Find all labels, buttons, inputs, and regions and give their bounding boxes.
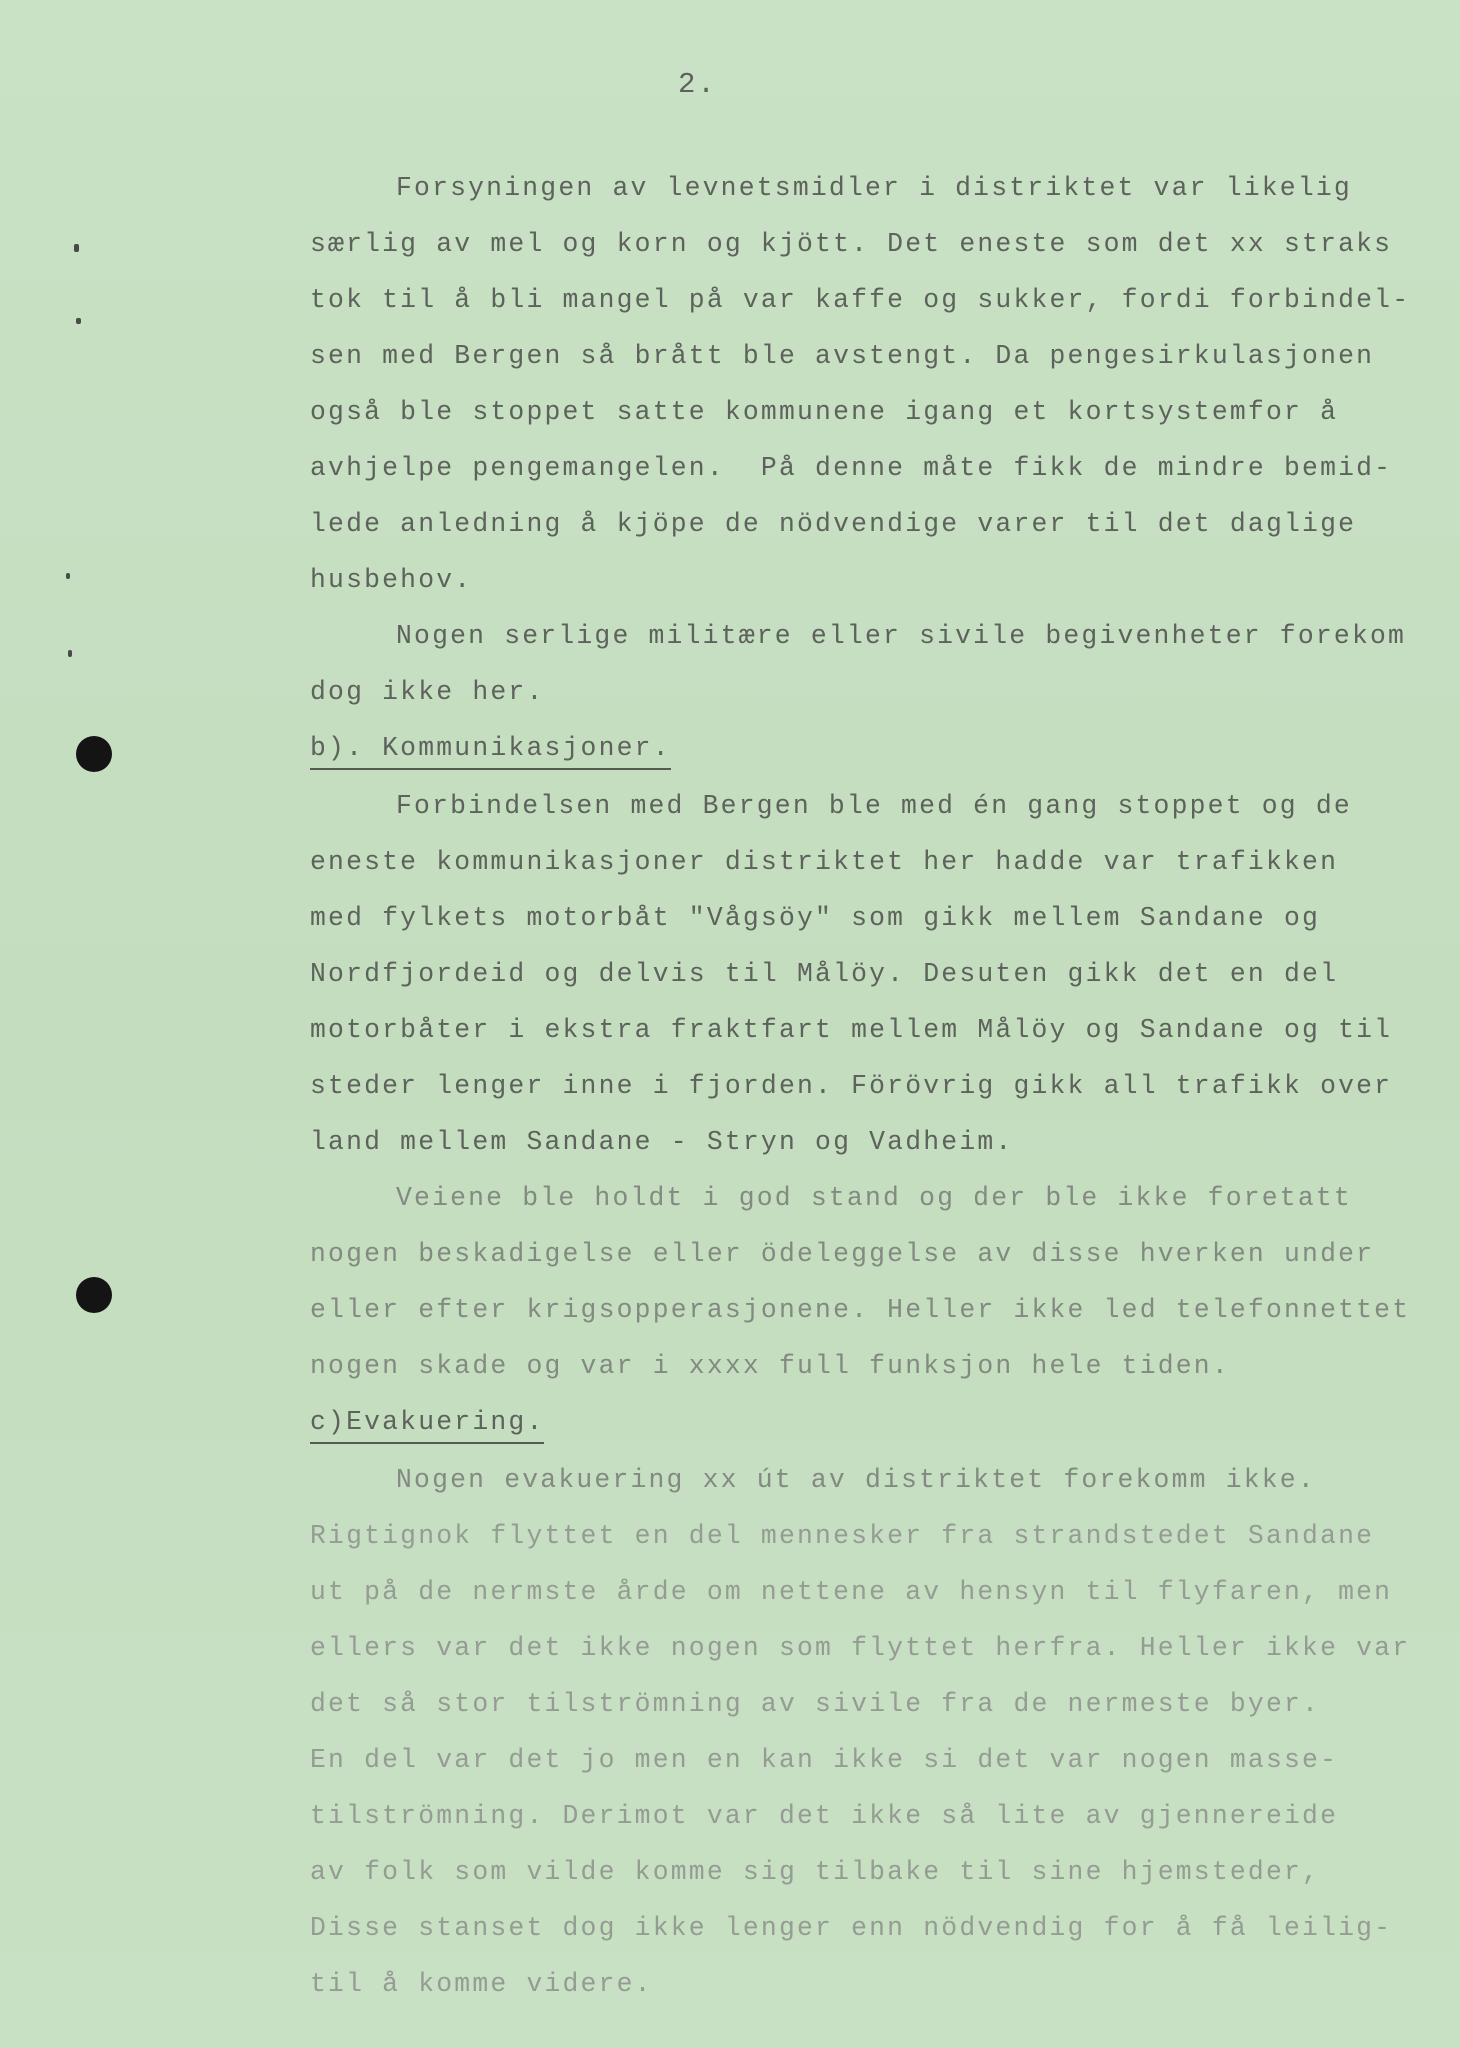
text-line: Nogen evakuering xx út av distriktet forekomm ikke. — [396, 1465, 1316, 1495]
text-line: med fylkets motorbåt "Vågsöy" som gikk mellem Sandane og — [310, 903, 1321, 933]
text-line: En del var det jo men en kan ikke si det var nogen masse- — [310, 1745, 1339, 1775]
document-body — [310, 160, 1411, 2012]
text-line: Forbindelsen med Bergen ble med én gang stoppet og de — [396, 791, 1352, 821]
section-heading: b). Kommunikasjoner. — [310, 728, 671, 770]
punch-hole — [76, 1277, 112, 1313]
paper-speck — [76, 318, 81, 324]
text-line: nogen beskadigelse eller ödeleggelse av disse hverken under — [310, 1239, 1375, 1269]
text-line: motorbåter i ekstra fraktfart mellem Målöy og Sandane og til — [310, 1015, 1393, 1045]
punch-hole — [76, 736, 112, 772]
text-line: ellers var det ikke nogen som flyttet herfra. Heller ikke var — [310, 1633, 1411, 1663]
text-line: særlig av mel og korn og kjött. Det eneste som det xx straks — [310, 229, 1393, 259]
text-line: av folk som vilde komme sig tilbake til sine hjemsteder, — [310, 1857, 1321, 1887]
paper-speck — [66, 573, 70, 579]
text-line: sen med Bergen så brått ble avstengt. Da pengesirkulasjonen — [310, 341, 1375, 371]
paper-speck — [74, 244, 79, 252]
text-line: husbehov. — [310, 565, 473, 595]
text-line: nogen skade og var i xxxx full funksjon hele tiden. — [310, 1351, 1230, 1381]
text-line: Rigtignok flyttet en del mennesker fra strandstedet Sandane — [310, 1521, 1375, 1551]
text-line: ut på de nermste årde om nettene av hensyn til flyfaren, men — [310, 1577, 1393, 1607]
section-kommunikasjoner — [310, 720, 1411, 1394]
text-line: til å komme videre. — [310, 1969, 653, 1999]
text-line: Nordfjordeid og delvis til Målöy. Desuten gikk det en del — [310, 959, 1339, 989]
page-number: 2. — [678, 68, 717, 101]
section-heading: c)Evakuering. — [310, 1402, 544, 1444]
section-intro — [310, 160, 1411, 720]
text-line: Nogen serlige militære eller sivile begivenheter forekom — [396, 621, 1407, 651]
text-line: tilströmning. Derimot var det ikke så lite av gjennereide — [310, 1801, 1339, 1831]
text-line: tok til å bli mangel på var kaffe og sukker, fordi forbindel- — [310, 285, 1411, 315]
text-line: Forsyningen av levnetsmidler i distriktet var likelig — [396, 173, 1352, 203]
text-line: eller efter krigsopperasjonene. Heller ikke led telefonnettet — [310, 1295, 1411, 1325]
paper-speck — [68, 650, 72, 657]
text-line: steder lenger inne i fjorden. Förövrig gikk all trafikk over — [310, 1071, 1393, 1101]
text-line: også ble stoppet satte kommunene igang et kortsystemfor å — [310, 397, 1339, 427]
text-line: avhjelpe pengemangelen. På denne måte fikk de mindre bemid- — [310, 453, 1393, 483]
text-line: land mellem Sandane - Stryn og Vadheim. — [310, 1127, 1014, 1157]
text-line: det så stor tilströmning av sivile fra de nermeste byer. — [310, 1689, 1321, 1719]
text-line: dog ikke her. — [310, 677, 545, 707]
text-line: eneste kommunikasjoner distriktet her hadde var trafikken — [310, 847, 1339, 877]
section-evakuering — [310, 1394, 1411, 2012]
text-line: Disse stanset dog ikke lenger enn nödvendig for å få leilig- — [310, 1913, 1393, 1943]
text-line: lede anledning å kjöpe de nödvendige varer til det daglige — [310, 509, 1357, 539]
text-line: Veiene ble holdt i god stand og der ble ikke foretatt — [396, 1183, 1352, 1213]
